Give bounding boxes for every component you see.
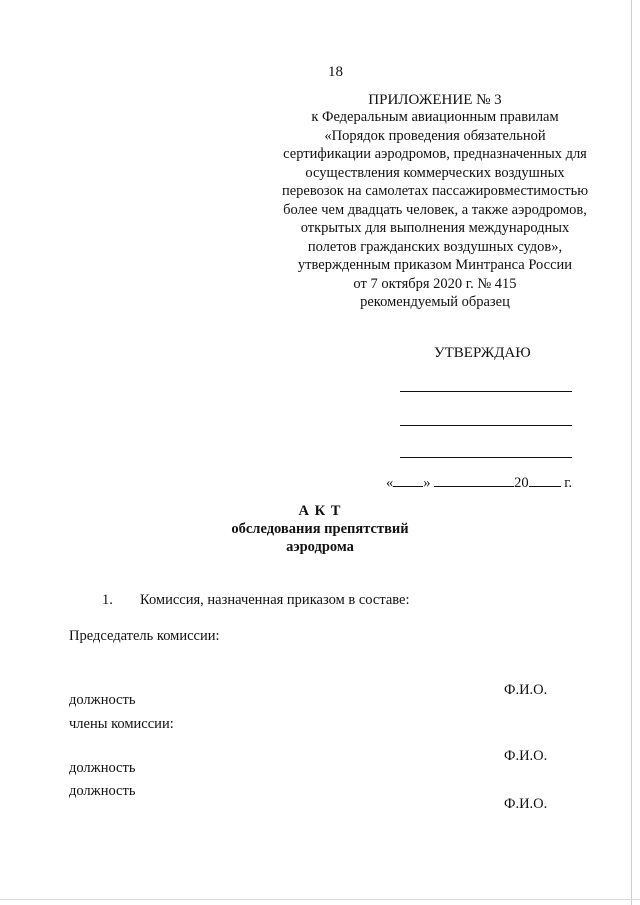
year-suffix: г.: [564, 475, 573, 491]
item-text: Комиссия, назначенная приказом в составе:: [140, 592, 410, 608]
signature-line: [400, 391, 572, 392]
fio-label: Ф.И.О.: [504, 748, 548, 764]
signature-line: [400, 457, 572, 458]
date-close-quote: »: [423, 475, 431, 491]
annex-line: от 7 октября 2020 г. № 415: [353, 275, 517, 292]
annex-line: к Федеральным авиационным правилам: [311, 109, 559, 125]
page-number: 18: [328, 64, 343, 80]
signature-line: [400, 425, 572, 426]
annex-line: полетов гражданских воздушных судов»,: [307, 238, 563, 255]
annex-line: рекомендуемый образец: [360, 294, 510, 310]
position-label: должность: [69, 783, 136, 799]
date-open-quote: «: [386, 475, 394, 491]
day-blank: [393, 474, 423, 487]
position-label: должность: [69, 760, 136, 776]
chairman-label: Председатель комиссии:: [69, 628, 220, 644]
annex-line: перевозок на самолетах пассажировместимостью: [281, 183, 589, 199]
act-subtitle-line: обследования препятствий: [231, 521, 409, 537]
annex-line: осуществления коммерческих воздушных: [305, 164, 565, 181]
year-blank: [529, 474, 561, 487]
page-edge-right: [631, 0, 632, 905]
annex-line: более чем двадцать человек, а также аэродромов,: [283, 201, 587, 218]
approval-title: УТВЕРЖДАЮ: [434, 345, 531, 361]
act-subtitle-line: аэродрома: [286, 539, 354, 555]
annex-reference-block: [250, 108, 620, 312]
approval-date-line: [386, 474, 572, 492]
fio-label: Ф.И.О.: [504, 682, 548, 698]
page-edge-bottom: [0, 899, 640, 900]
fio-label: Ф.И.О.: [504, 796, 548, 812]
annex-line: «Порядок проведения обязательной: [324, 127, 546, 144]
annex-line: открытых для выполнения международных: [300, 220, 570, 236]
item-number: 1.: [102, 592, 113, 608]
month-blank: [434, 474, 514, 487]
annex-line: сертификации аэродромов, предназначенных для: [283, 146, 587, 162]
act-title: А К Т: [298, 503, 342, 519]
position-label: должность: [69, 692, 136, 708]
annex-line: утвержденным приказом Минтранса России: [297, 257, 573, 273]
year-prefix: 20: [514, 475, 529, 491]
members-label: члены комиссии:: [69, 716, 174, 732]
annex-title: ПРИЛОЖЕНИЕ № 3: [368, 92, 502, 108]
